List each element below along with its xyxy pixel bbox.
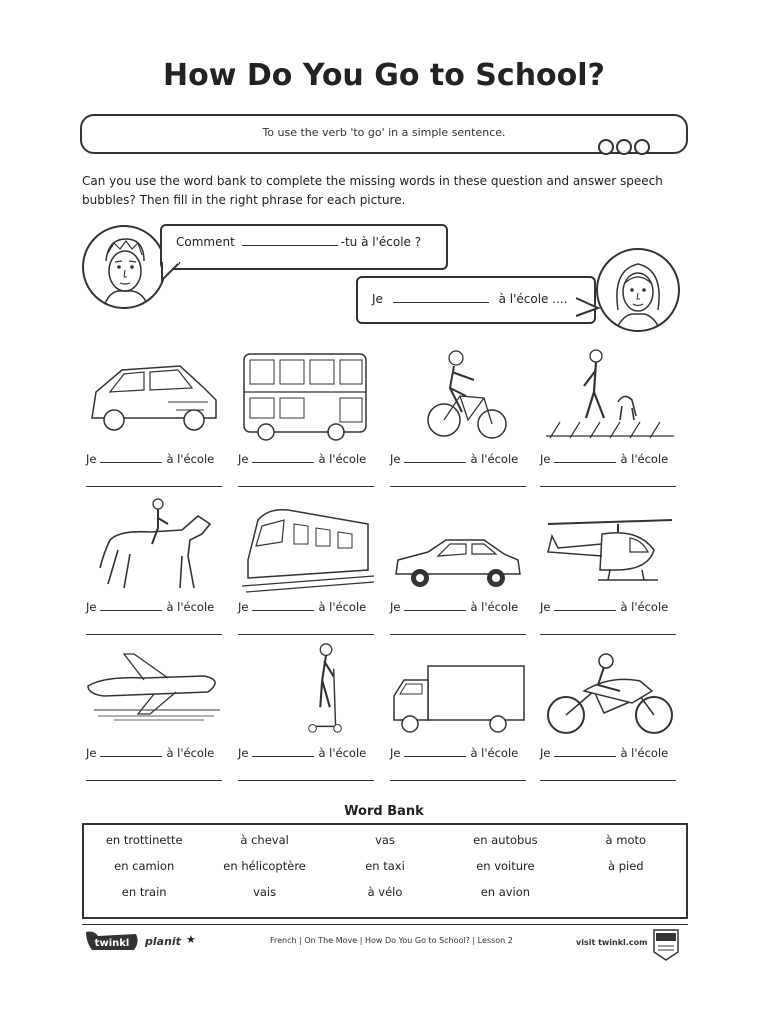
quality-badge-icon — [650, 928, 682, 962]
sentence-4: Je à l'école — [540, 452, 669, 466]
word-bank-item: vas — [375, 833, 395, 847]
footer-divider — [82, 924, 688, 925]
car-icon — [84, 352, 224, 448]
plane-icon — [84, 640, 224, 736]
word-bank-item: à vélo — [367, 885, 403, 899]
sentence-9: Je à l'école — [86, 746, 215, 760]
circle-icon — [598, 139, 614, 155]
horse-icon — [90, 496, 230, 592]
answer-line[interactable] — [390, 634, 526, 635]
train-icon — [238, 500, 378, 596]
answer-after: à l'école .... — [498, 292, 568, 306]
sentence-blank[interactable] — [100, 610, 162, 611]
word-bank — [82, 823, 688, 919]
circle-icon — [634, 139, 650, 155]
sentence-6: Je à l'école — [238, 600, 367, 614]
sentence-blank[interactable] — [554, 756, 616, 757]
sentence-blank[interactable] — [404, 610, 466, 611]
bike-icon — [396, 346, 536, 442]
sentence-10: Je à l'école — [238, 746, 367, 760]
sentence-blank[interactable] — [554, 610, 616, 611]
question-before: Comment — [176, 235, 235, 249]
answer-line[interactable] — [540, 486, 676, 487]
footer-breadcrumb: French | On The Move | How Do You Go to School? | Lesson 2 — [270, 936, 513, 945]
word-bank-title: Word Bank — [344, 804, 424, 819]
word-bank-item: en avion — [480, 885, 531, 899]
sentence-blank[interactable] — [100, 756, 162, 757]
motorbike-icon — [540, 648, 680, 744]
word-bank-item: en autobus — [473, 833, 538, 847]
word-bank-item: à pied — [608, 859, 644, 873]
answer-line[interactable] — [390, 486, 526, 487]
word-bank-item: à cheval — [240, 833, 289, 847]
sentence-7: Je à l'école — [390, 600, 519, 614]
sentence-blank[interactable] — [100, 462, 162, 463]
answer-line[interactable] — [390, 780, 526, 781]
word-bank-item: à moto — [605, 833, 647, 847]
word-bank-item: en camion — [114, 859, 175, 873]
answer-before: Je — [372, 292, 383, 306]
sentence-blank[interactable] — [252, 756, 314, 757]
bubble-tail-icon — [576, 296, 602, 318]
sentence-12: Je à l'école — [540, 746, 669, 760]
word-bank-item: en voiture — [476, 859, 535, 873]
answer-bubble — [356, 276, 596, 324]
walking-icon — [540, 346, 680, 442]
star-icon: ★ — [186, 933, 196, 946]
answer-line[interactable] — [86, 486, 222, 487]
word-bank-item: en taxi — [365, 859, 405, 873]
sentence-11: Je à l'école — [390, 746, 519, 760]
word-bank-item: vais — [253, 885, 277, 899]
question-bubble — [160, 224, 448, 270]
answer-blank[interactable] — [393, 302, 489, 303]
page-title: How Do You Go to School? — [163, 58, 605, 93]
bus-icon — [236, 346, 376, 442]
word-bank-item: en trottinette — [105, 833, 183, 847]
sentence-blank[interactable] — [404, 462, 466, 463]
answer-line[interactable] — [540, 780, 676, 781]
taxi-icon — [388, 514, 528, 610]
bubble-tail-icon — [160, 262, 186, 284]
instructions: Can you use the word bank to complete the missing words in these question and answer speech bubbles? Then fill in the right phrase for each picture. — [82, 174, 663, 207]
question-after: -tu à l'école ? — [340, 235, 422, 249]
progress-circles — [598, 139, 652, 159]
objective-box — [80, 114, 688, 154]
sentence-2: Je à l'école — [238, 452, 367, 466]
boy-face-icon — [82, 225, 166, 309]
objective-text: To use the verb 'to go' in a simple sentence. — [262, 126, 506, 139]
visit-link[interactable]: visit twinkl.com — [576, 938, 648, 947]
answer-line[interactable] — [86, 780, 222, 781]
answer-line[interactable] — [238, 780, 374, 781]
answer-line[interactable] — [540, 634, 676, 635]
svg-text:twinkl: twinkl — [94, 938, 130, 949]
girl-face-icon — [596, 248, 680, 332]
circle-icon — [616, 139, 632, 155]
answer-line[interactable] — [238, 634, 374, 635]
planit-logo: planit — [145, 935, 181, 948]
scooter-icon — [256, 640, 396, 736]
helicopter-icon — [538, 500, 678, 596]
sentence-5: Je à l'école — [86, 600, 215, 614]
sentence-blank[interactable] — [404, 756, 466, 757]
word-bank-item — [566, 885, 686, 903]
word-bank-grid — [84, 833, 686, 903]
sentence-blank[interactable] — [252, 610, 314, 611]
sentence-blank[interactable] — [252, 462, 314, 463]
sentence-1: Je à l'école — [86, 452, 215, 466]
sentence-8: Je à l'école — [540, 600, 669, 614]
answer-line[interactable] — [86, 634, 222, 635]
sentence-3: Je à l'école — [390, 452, 519, 466]
question-blank[interactable] — [242, 245, 338, 246]
twinkl-logo-icon — [84, 928, 140, 954]
answer-line[interactable] — [238, 486, 374, 487]
truck-icon — [388, 652, 528, 748]
sentence-blank[interactable] — [554, 462, 616, 463]
word-bank-item: en train — [121, 885, 167, 899]
word-bank-item: en hélicoptère — [223, 859, 306, 873]
